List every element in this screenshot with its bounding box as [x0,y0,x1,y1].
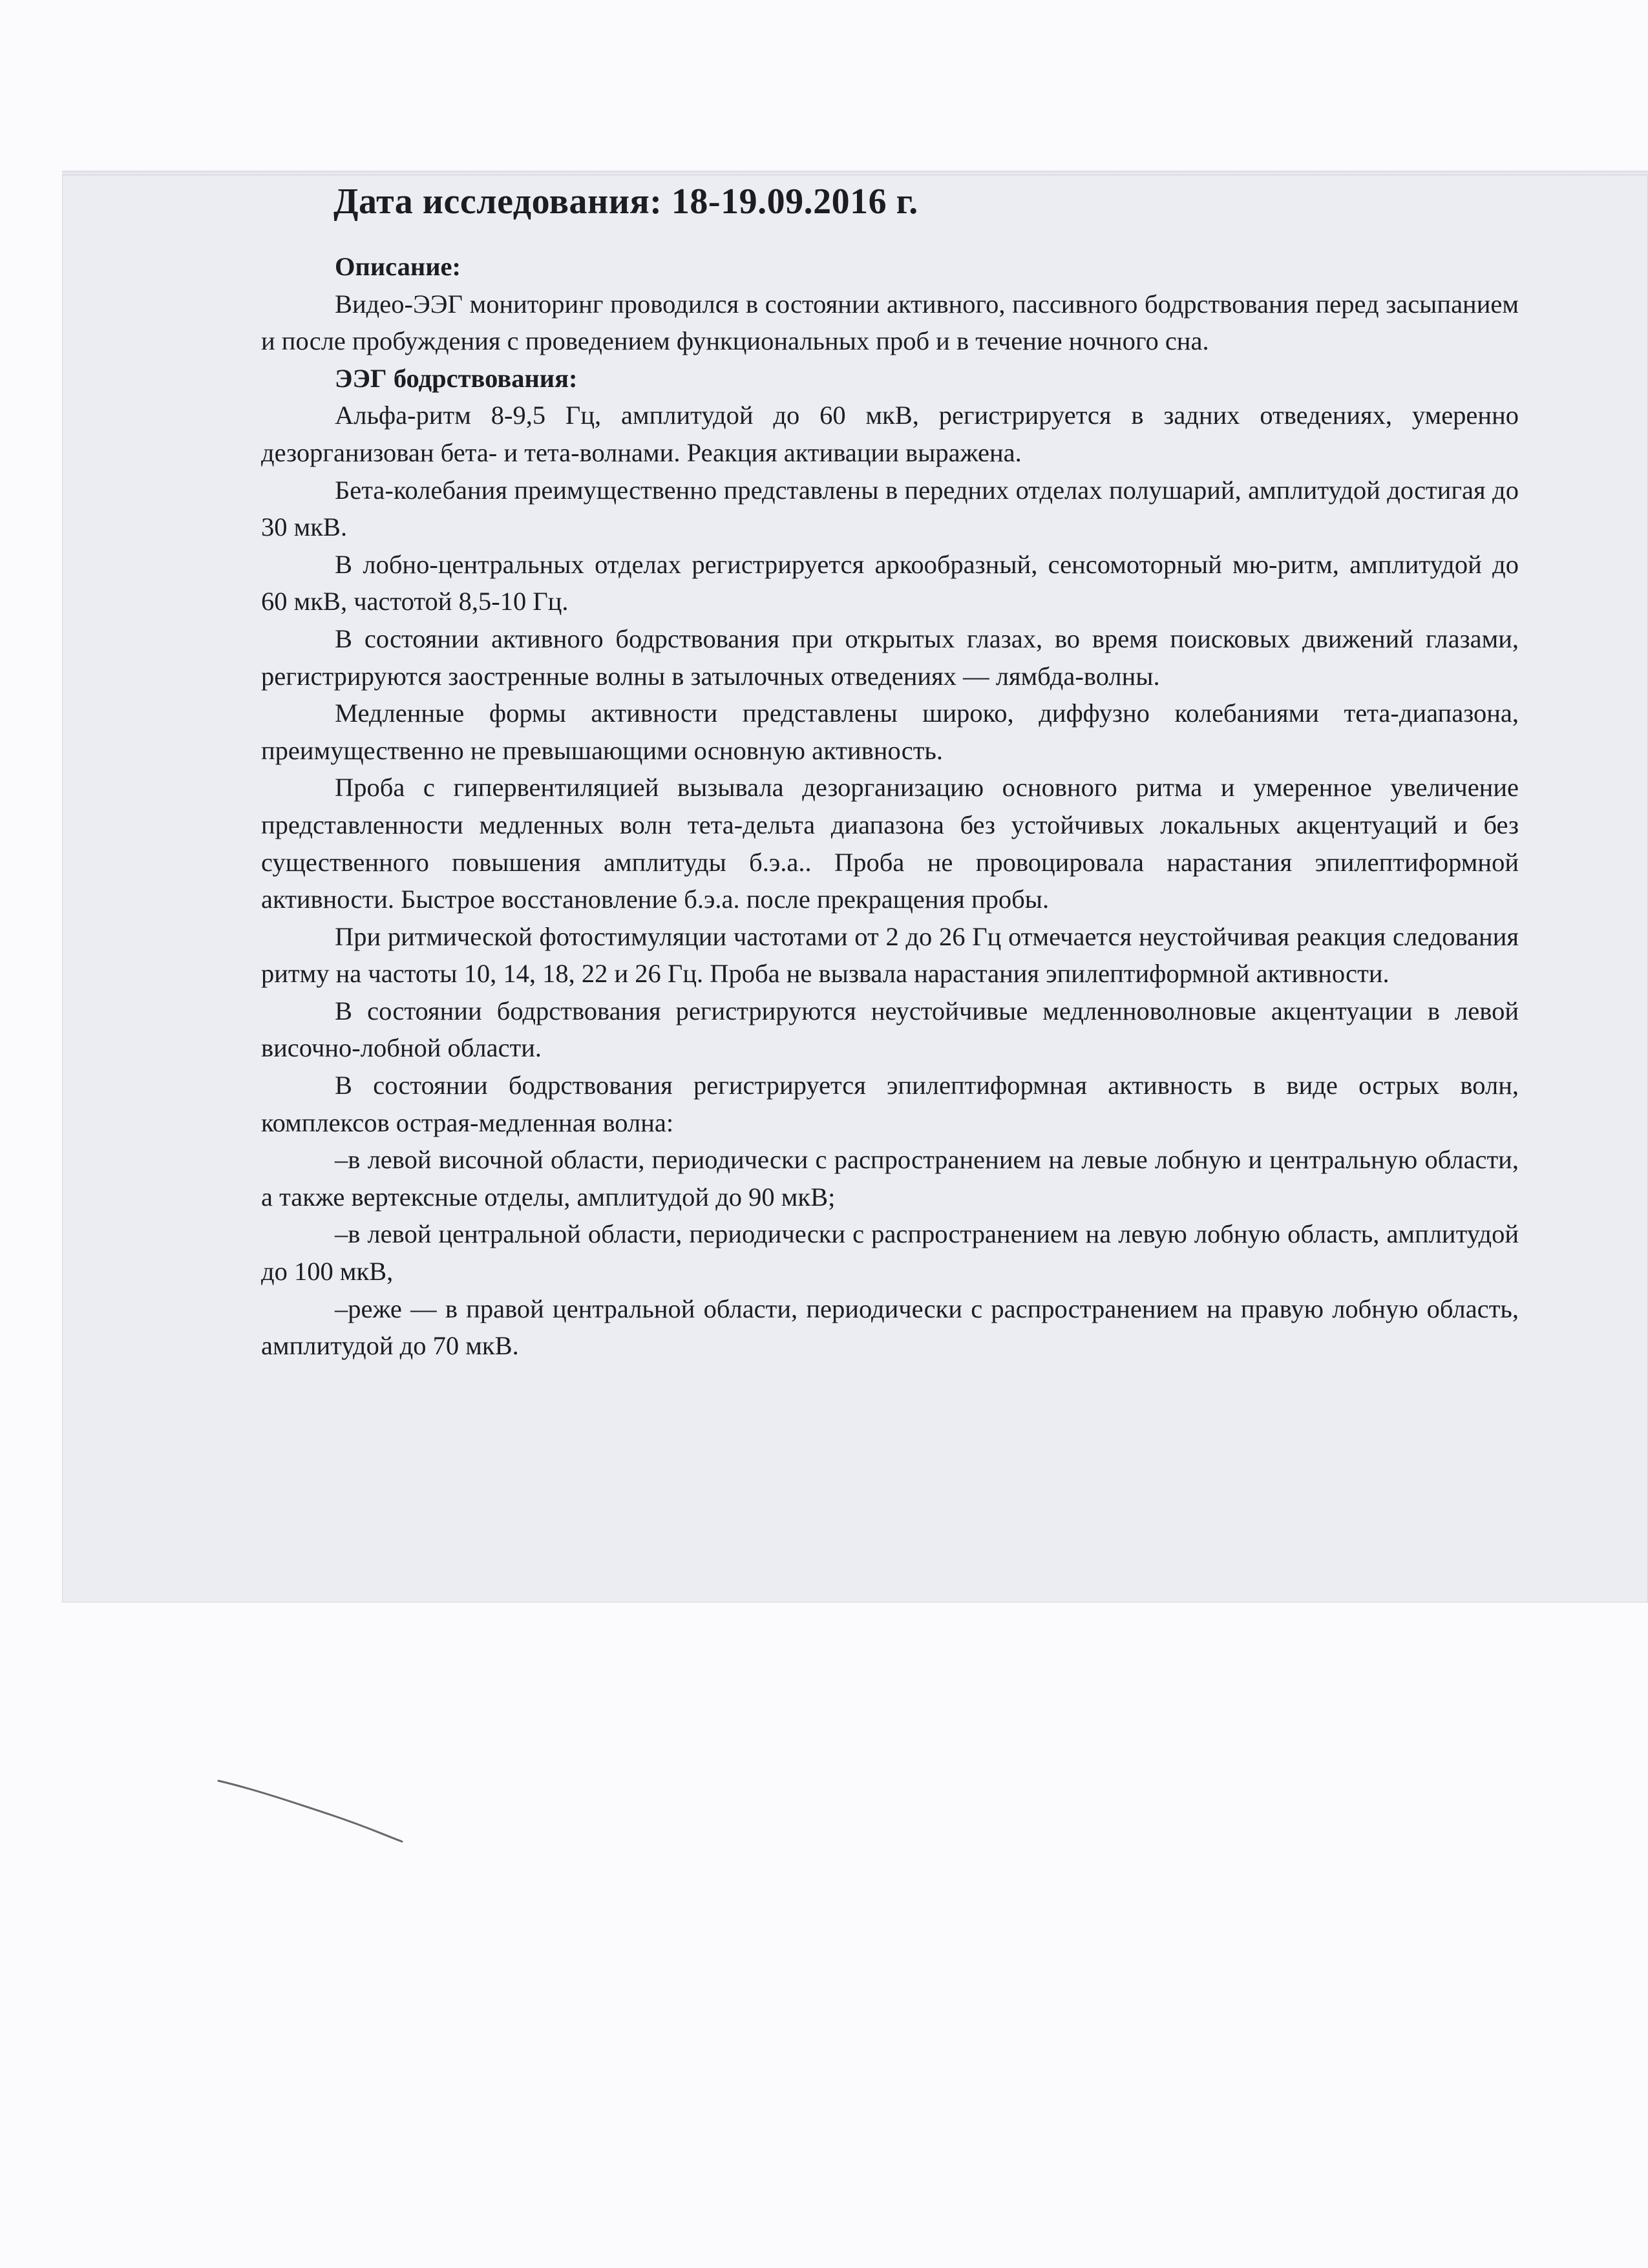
paragraph: В состоянии бодрствования регистрируется эпилептиформная активность в виде острых волн, комплексов острая-медленная волна: [261,1071,1519,1137]
paragraph: Альфа-ритм 8-9,5 Гц, амплитудой до 60 мкВ, регистрируется в задних отведениях, умеренно дезорганизован бета- и тета-волнами. Реакция активации выражена. [261,401,1519,467]
paragraph: При ритмической фотостимуляции частотами от 2 до 26 Гц отмечается неустойчивая реакция следования ритму на частоты 10, 14, 18, 22 и 26 Гц. Проба не вызвала нарастания эпилептиформной активности. [261,921,1519,989]
page-title: Дата исследования: 18-19.09.2016 г. [333,182,918,222]
pen-stroke-mark [213,1769,407,1847]
section-heading-eeg-wakefulness: ЭЭГ бодрствования: [335,363,578,393]
paragraph: В лобно-центральных отделах регистрируется аркообразный, сенсомоторный мю-ритм, амплитудой до 60 мкВ, частотой 8,5-10 Гц. [261,549,1519,616]
paragraph: В состоянии бодрствования регистрируются неустойчивые медленноволновые акцентуации в левой височно-лобной области. [261,996,1519,1063]
document-body [261,248,1519,1365]
paragraph: Бета-колебания преимущественно представлены в передних отделах полушарий, амплитудой достигая до 30 мкВ. [261,475,1519,542]
list-item: –реже — в правой центральной области, периодически с распространением на правую лобную область, амплитудой до 70 мкВ. [261,1294,1519,1361]
paragraph: Проба с гипервентиляцией вызывала дезорганизацию основного ритма и умеренное увеличение представленности медленных волн тета-дельта диапазона без устойчивых локальных акцентуаций и без существенного повышения амплитуды б.э.а.. Проба не провоцировала нарастания эпилептиформной активности. Быстрое восстановление б.э.а. после прекращения пробы. [261,773,1519,914]
paragraph: Видео-ЭЭГ мониторинг проводился в состоянии активного, пассивного бодрствования перед засыпанием и после пробуждения с проведением функциональных проб и в течение ночного сна. [261,289,1519,356]
section-heading-description: Описание: [335,252,461,281]
list-item: –в левой центральной области, периодически с распространением на левую лобную область, амплитудой до 100 мкВ, [261,1219,1519,1286]
list-item: –в левой височной области, периодически с распространением на левые лобную и центральную области, а также вертексные отделы, амплитудой до 90 мкВ; [261,1145,1519,1212]
paragraph: В состоянии активного бодрствования при открытых глазах, во время поисковых движений глазами, регистрируются заостренные волны в затылочных отведениях — лямбда-волны. [261,624,1519,691]
paragraph: Медленные формы активности представлены широко, диффузно колебаниями тета-диапазона, преимущественно не превышающими основную активность. [261,698,1519,765]
